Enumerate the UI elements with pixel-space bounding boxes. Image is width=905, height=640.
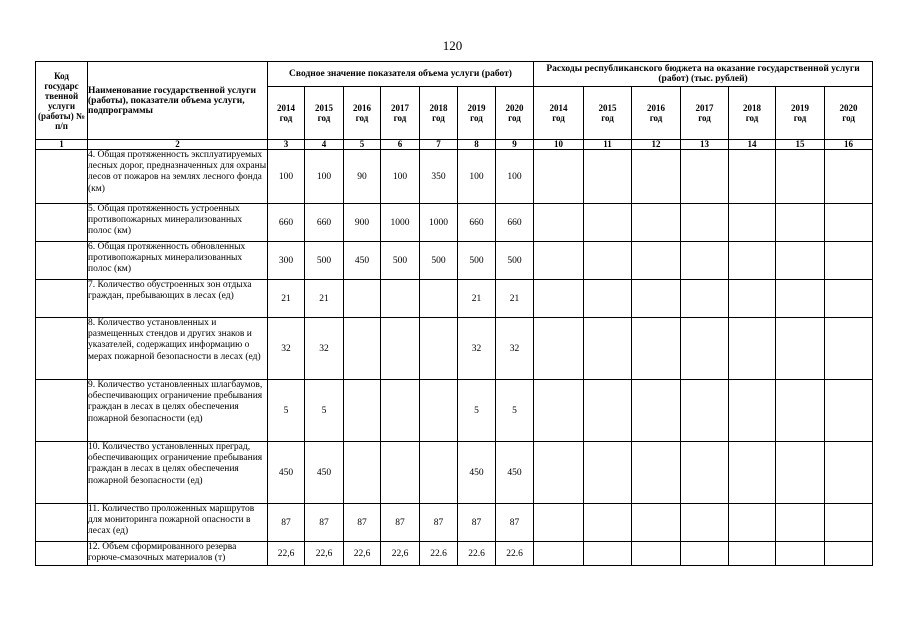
budget-value-cell [584, 504, 632, 542]
column-number: 8 [458, 140, 496, 150]
budget-value-cell [632, 150, 681, 204]
year-label: 2017 [391, 103, 409, 113]
column-number: 2 [88, 140, 268, 150]
volume-value-cell [344, 318, 381, 380]
budget-value-cell [584, 280, 632, 318]
budget-value-cell [632, 318, 681, 380]
indicator-name-cell: 4. Общая протяженность эксплуатируемых лесных дорог, предназначенных для охраны лесов от пожаров на землях лесного фонда (км) [88, 150, 268, 204]
budget-value-cell [729, 318, 776, 380]
volume-value-cell: 21 [496, 280, 534, 318]
table-row [36, 442, 873, 504]
table-row [36, 318, 873, 380]
year-suffix: год [552, 113, 565, 123]
volume-value-cell: 87 [305, 504, 344, 542]
budget-value-cell [681, 242, 729, 280]
services-table [35, 61, 873, 566]
year-label: 2015 [598, 103, 617, 113]
budget-value-cell [534, 318, 584, 380]
volume-value-cell: 21 [268, 280, 305, 318]
volume-value-cell: 22,6 [344, 542, 381, 566]
volume-value-cell: 660 [305, 204, 344, 242]
volume-value-cell [381, 280, 420, 318]
budget-value-cell [681, 318, 729, 380]
budget-value-cell [825, 280, 873, 318]
budget-value-cell [584, 150, 632, 204]
budget-value-cell [681, 442, 729, 504]
volume-value-cell: 22.6 [496, 542, 534, 566]
budget-value-cell [584, 318, 632, 380]
year-suffix: год [793, 113, 807, 123]
column-number: 4 [305, 140, 344, 150]
column-number: 12 [632, 140, 681, 150]
indicator-name-cell: 8. Количество установленных и размещенных стендов и других знаков и указателей, содержащих информацию о мерах пожарной безопасности в лесах (ед) [88, 318, 268, 380]
page-number: 120 [442, 38, 463, 53]
year-suffix: год [698, 113, 711, 123]
budget-value-cell [825, 204, 873, 242]
volume-value-cell: 500 [305, 242, 344, 280]
table-row [36, 150, 873, 204]
volume-value-cell: 87 [496, 504, 534, 542]
volume-value-cell: 450 [496, 442, 534, 504]
budget-year-header [584, 87, 632, 140]
year-label: 2014 [277, 103, 295, 113]
volume-value-cell: 100 [381, 150, 420, 204]
volume-year-header [305, 87, 344, 140]
budget-value-cell [584, 242, 632, 280]
indicator-name-cell: 9. Количество установленных шлагбаумов, обеспечивающих ограничение пребывания граждан в лесах в целях обеспечения пожарной безопасности (ед) [88, 380, 268, 442]
indicator-name-cell: 6. Общая протяженность обновленных противопожарных минерализованных полос (км) [88, 242, 268, 280]
code-cell [36, 504, 88, 542]
volume-value-cell: 32 [305, 318, 344, 380]
budget-year-header [534, 87, 584, 140]
budget-value-cell [825, 542, 873, 566]
budget-value-cell [776, 542, 825, 566]
budget-value-cell [681, 150, 729, 204]
table-row [36, 542, 873, 566]
volume-value-cell: 22.6 [458, 542, 496, 566]
budget-value-cell [729, 280, 776, 318]
volume-value-cell: 450 [305, 442, 344, 504]
year-suffix: год [393, 113, 407, 123]
volume-value-cell: 100 [305, 150, 344, 204]
table-row [36, 504, 873, 542]
code-cell [36, 204, 88, 242]
volume-year-header [344, 87, 381, 140]
budget-year-header [681, 87, 729, 140]
budget-value-cell [776, 442, 825, 504]
volume-value-cell: 450 [458, 442, 496, 504]
budget-value-cell [632, 242, 681, 280]
code-cell [36, 442, 88, 504]
budget-value-cell [825, 150, 873, 204]
volume-value-cell: 5 [458, 380, 496, 442]
budget-value-cell [632, 442, 681, 504]
table-row [36, 242, 873, 280]
volume-value-cell [420, 442, 458, 504]
budget-year-header [632, 87, 681, 140]
column-number: 13 [681, 140, 729, 150]
budget-value-cell [534, 380, 584, 442]
budget-value-cell [729, 442, 776, 504]
name-column-header: Наименование государственной услуги (работы), показатели объема услуги, подпрограммы [88, 62, 268, 140]
budget-value-cell [632, 204, 681, 242]
column-number: 11 [584, 140, 632, 150]
column-number: 15 [776, 140, 825, 150]
column-number: 10 [534, 140, 584, 150]
budget-value-cell [776, 280, 825, 318]
year-label: 2016 [647, 103, 666, 113]
budget-value-cell [825, 442, 873, 504]
volume-value-cell: 90 [344, 150, 381, 204]
budget-value-cell [729, 380, 776, 442]
budget-value-cell [825, 318, 873, 380]
volume-value-cell: 1000 [420, 204, 458, 242]
volume-value-cell: 32 [458, 318, 496, 380]
budget-value-cell [681, 380, 729, 442]
code-cell [36, 150, 88, 204]
volume-value-cell: 5 [268, 380, 305, 442]
volume-value-cell: 5 [305, 380, 344, 442]
volume-value-cell [420, 280, 458, 318]
budget-value-cell [825, 504, 873, 542]
budget-value-cell [534, 204, 584, 242]
budget-value-cell [681, 542, 729, 566]
year-label: 2014 [549, 103, 568, 113]
budget-value-cell [534, 150, 584, 204]
column-number: 6 [381, 140, 420, 150]
year-label: 2020 [839, 103, 858, 113]
budget-value-cell [534, 504, 584, 542]
budget-value-cell [729, 542, 776, 566]
budget-value-cell [534, 280, 584, 318]
budget-value-cell [825, 380, 873, 442]
budget-value-cell [729, 150, 776, 204]
volume-value-cell [381, 442, 420, 504]
budget-value-cell [584, 542, 632, 566]
volume-value-cell: 450 [268, 442, 305, 504]
volume-value-cell: 22.6 [420, 542, 458, 566]
year-label: 2019 [467, 103, 486, 113]
year-label: 2020 [505, 103, 524, 113]
budget-value-cell [776, 504, 825, 542]
volume-value-cell: 350 [420, 150, 458, 204]
volume-value-cell: 900 [344, 204, 381, 242]
volume-value-cell: 87 [268, 504, 305, 542]
budget-value-cell [632, 380, 681, 442]
volume-value-cell: 21 [305, 280, 344, 318]
volume-value-cell [344, 380, 381, 442]
budget-value-cell [534, 542, 584, 566]
volume-value-cell [420, 380, 458, 442]
volume-value-cell: 22,6 [268, 542, 305, 566]
volume-value-cell [344, 442, 381, 504]
year-suffix: год [279, 113, 293, 123]
budget-value-cell [776, 150, 825, 204]
volume-year-header [381, 87, 420, 140]
volume-value-cell: 5 [496, 380, 534, 442]
volume-value-cell: 87 [420, 504, 458, 542]
code-cell [36, 380, 88, 442]
year-suffix: год [317, 113, 331, 123]
code-column-header: Код государс твенной услуги (работы) № п/п [36, 62, 88, 140]
budget-value-cell [584, 204, 632, 242]
year-suffix: год [355, 113, 369, 123]
budget-value-cell [729, 242, 776, 280]
budget-value-cell [632, 280, 681, 318]
volume-year-header [268, 87, 305, 140]
table-row [36, 380, 873, 442]
year-suffix: год [432, 113, 445, 123]
indicator-name-cell: 12. Объем сформированного резерва горюче-смазочных материалов (т) [88, 542, 268, 566]
volume-value-cell: 87 [458, 504, 496, 542]
budget-year-header [729, 87, 776, 140]
indicator-name-cell: 5. Общая протяженность устроенных противопожарных минерализованных полос (км) [88, 204, 268, 242]
year-suffix: год [649, 113, 663, 123]
volume-value-cell: 660 [268, 204, 305, 242]
header-row [36, 62, 873, 87]
budget-value-cell [632, 504, 681, 542]
budget-value-cell [729, 204, 776, 242]
volume-value-cell: 100 [458, 150, 496, 204]
column-number: 7 [420, 140, 458, 150]
budget-value-cell [776, 318, 825, 380]
volume-value-cell: 1000 [381, 204, 420, 242]
column-number: 1 [36, 140, 88, 150]
indicator-name-cell: 7. Количество обустроенных зон отдыха граждан, пребывающих в лесах (ед) [88, 280, 268, 318]
volume-year-header [420, 87, 458, 140]
budget-value-cell [632, 542, 681, 566]
code-cell [36, 318, 88, 380]
budget-value-cell [534, 442, 584, 504]
column-number: 14 [729, 140, 776, 150]
volume-value-cell: 660 [458, 204, 496, 242]
volume-value-cell [381, 318, 420, 380]
volume-value-cell [344, 280, 381, 318]
year-suffix: год [508, 113, 521, 123]
table-row [36, 280, 873, 318]
year-label: 2017 [695, 103, 714, 113]
column-number: 3 [268, 140, 305, 150]
indicator-name-cell: 11. Количество проложенных маршрутов для мониторинга пожарной опасности в лесах (ед) [88, 504, 268, 542]
budget-value-cell [776, 204, 825, 242]
volume-value-cell: 32 [496, 318, 534, 380]
budget-value-cell [776, 242, 825, 280]
volume-value-cell [420, 318, 458, 380]
year-suffix: год [470, 113, 483, 123]
year-label: 2018 [429, 103, 448, 113]
budget-value-cell [681, 504, 729, 542]
budget-group-header: Расходы республиканского бюджета на оказание государственной услуги (работ) (тыс. рублей) [534, 62, 873, 87]
year-label: 2019 [791, 103, 810, 113]
volume-value-cell: 300 [268, 242, 305, 280]
volume-value-cell: 22,6 [381, 542, 420, 566]
budget-value-cell [584, 442, 632, 504]
volume-group-header: Сводное значение показателя объема услуги (работ) [268, 62, 534, 87]
volume-value-cell: 100 [268, 150, 305, 204]
volume-value-cell: 500 [381, 242, 420, 280]
budget-value-cell [584, 380, 632, 442]
volume-value-cell: 500 [458, 242, 496, 280]
budget-value-cell [776, 380, 825, 442]
volume-value-cell: 660 [496, 204, 534, 242]
code-cell [36, 242, 88, 280]
column-number-row [36, 140, 873, 150]
column-number: 16 [825, 140, 873, 150]
volume-value-cell: 87 [344, 504, 381, 542]
column-number: 5 [344, 140, 381, 150]
volume-year-header [496, 87, 534, 140]
budget-value-cell [534, 242, 584, 280]
budget-year-header [825, 87, 873, 140]
column-number: 9 [496, 140, 534, 150]
code-cell [36, 542, 88, 566]
year-label: 2015 [315, 103, 333, 113]
volume-year-header [458, 87, 496, 140]
volume-value-cell: 500 [496, 242, 534, 280]
year-suffix: год [842, 113, 855, 123]
code-cell [36, 280, 88, 318]
year-label: 2016 [353, 103, 371, 113]
year-suffix: год [745, 113, 759, 123]
volume-value-cell [381, 380, 420, 442]
budget-year-header [776, 87, 825, 140]
volume-value-cell: 450 [344, 242, 381, 280]
budget-value-cell [825, 242, 873, 280]
budget-value-cell [681, 280, 729, 318]
volume-value-cell: 100 [496, 150, 534, 204]
budget-value-cell [681, 204, 729, 242]
volume-value-cell: 21 [458, 280, 496, 318]
volume-value-cell: 500 [420, 242, 458, 280]
volume-value-cell: 22,6 [305, 542, 344, 566]
volume-value-cell: 87 [381, 504, 420, 542]
year-suffix: год [601, 113, 614, 123]
table-row [36, 204, 873, 242]
volume-value-cell: 32 [268, 318, 305, 380]
budget-value-cell [729, 504, 776, 542]
year-label: 2018 [743, 103, 762, 113]
indicator-name-cell: 10. Количество установленных преград, обеспечивающих ограничение пребывания граждан в лесах в целях обеспечения пожарной безопасности (ед) [88, 442, 268, 504]
